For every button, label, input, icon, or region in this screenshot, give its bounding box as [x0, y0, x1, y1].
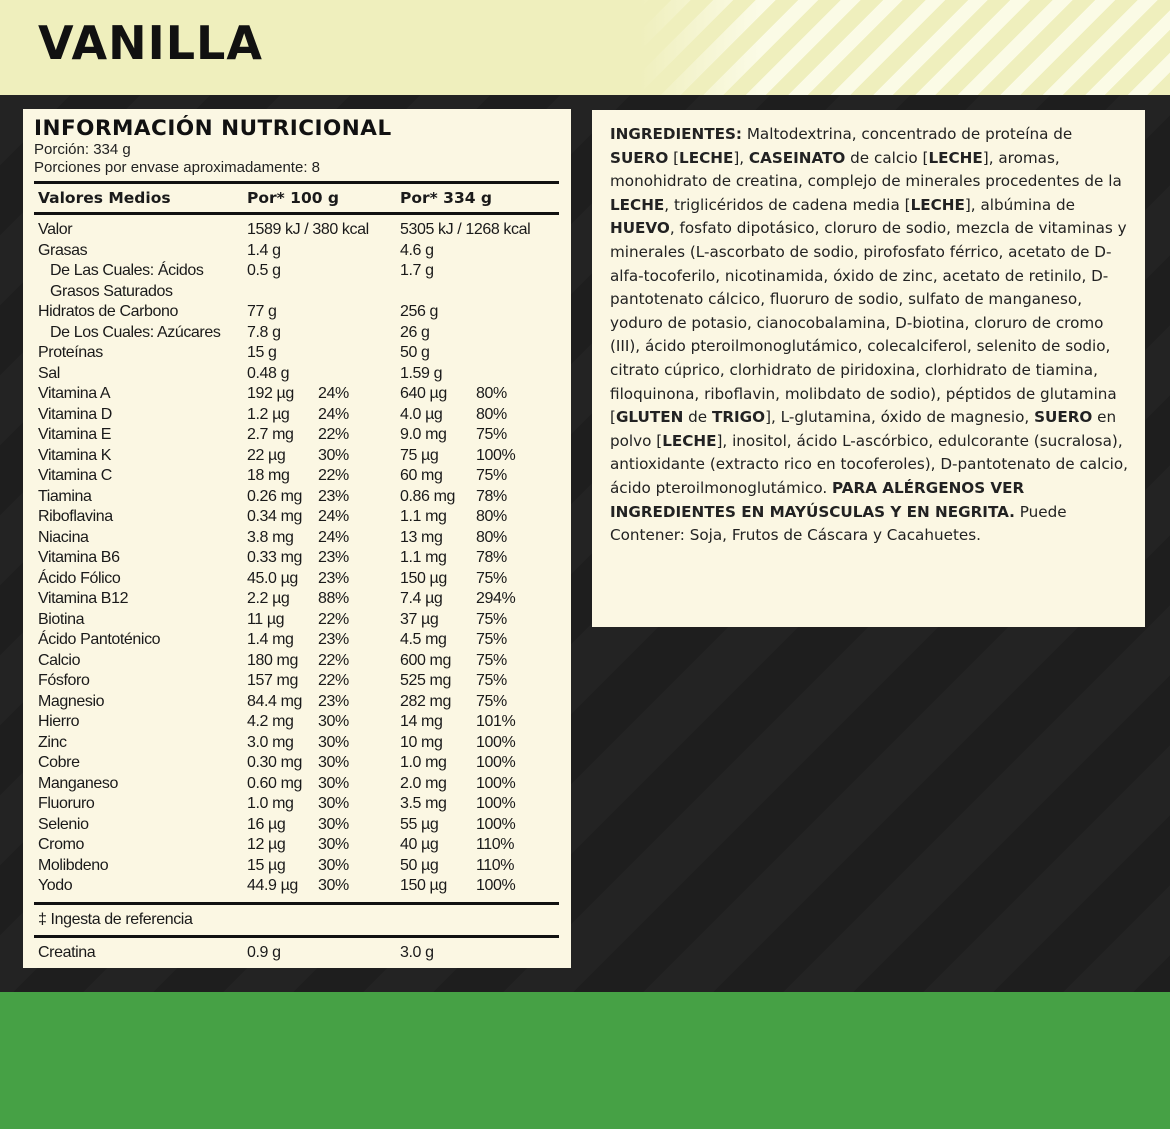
- ingredient-bold-segment: LECHE: [910, 195, 965, 214]
- value-per100: 77 g: [247, 303, 277, 320]
- ingredient-bold-segment: LECHE: [662, 431, 717, 450]
- value-per334: 55 µg: [400, 815, 439, 833]
- nutrient-name: Hidratos de Carbono: [38, 303, 179, 320]
- reference-note: ‡ Ingesta de referencia: [38, 910, 193, 928]
- nutrition-row: [34, 365, 559, 386]
- nutrition-row: [34, 529, 559, 550]
- percent-per334: 80%: [476, 405, 507, 423]
- ingredient-segment: , fosfato dipotásico, cloruro de sodio, mezcla de vitaminas y minerales (L-ascorbato de sodio, pirofosfato férrico, acetato de D-alfa-tocoferilo, nicotinamida, óxido de zinc, acetato de retinilo, D-pantotenato cálcico, fluoruro de sodio, sulfato de manganeso, yoduro de potasio, cianocobalamina, D-biotina, cloruro de cromo (III), ácido pteroilmonoglutámico, colecalciferol, selenito de sodio, citrato cúprico, clorhidrato de piridoxina, clorhidrato de tiamina, filoquinona, riboflavin, molibdato de sodio), péptidos de glutamina [: [610, 219, 1127, 427]
- ingredient-segment: ], albúmina de: [964, 195, 1075, 214]
- creatine-row: [34, 938, 559, 968]
- percent-per334: 75%: [476, 692, 507, 710]
- percent-per100: 23%: [318, 487, 349, 505]
- value-per334: 1.1 mg: [400, 549, 447, 566]
- value-per100: 2.7 mg: [247, 426, 294, 443]
- percent-per100: 30%: [318, 815, 349, 833]
- reference-note-row: [34, 905, 559, 935]
- ingredients-panel: [592, 110, 1145, 627]
- nutrient-name: Tiamina: [38, 487, 92, 505]
- value-per334: 282 mg: [400, 692, 451, 710]
- value-per334: 640 µg: [400, 385, 447, 402]
- nutrition-row: [34, 242, 559, 263]
- nutrition-row: [34, 611, 559, 632]
- nutrient-name: Yodo: [38, 877, 73, 894]
- nutrition-row: [34, 467, 559, 488]
- nutrition-row: [34, 857, 559, 878]
- nutrient-name: Cobre: [38, 754, 80, 771]
- nutrition-row: [34, 344, 559, 365]
- nutrition-row: [34, 549, 559, 570]
- nutrition-row: [34, 877, 559, 898]
- value-per334: 10 mg: [400, 733, 443, 751]
- nutrient-name: De Las Cuales: Ácidos: [50, 262, 204, 279]
- value-per100: 0.33 mg: [247, 549, 303, 566]
- ingredient-segment: ], aromas, monohidrato de creatina, complejo de minerales procedentes de la: [610, 148, 1122, 191]
- ingredient-bold-segment: TRIGO: [711, 408, 766, 427]
- nutrient-name: Vitamina B6: [38, 549, 120, 566]
- percent-per100: 30%: [318, 774, 349, 792]
- value-per100: 3.8 mg: [247, 528, 294, 546]
- value-per100: 7.8 g: [247, 323, 281, 341]
- percent-per334: 75%: [476, 610, 507, 628]
- value-per100: 0.30 mg: [247, 754, 303, 771]
- ingredient-segment: ],: [733, 148, 749, 167]
- creatine-per334: 3.0 g: [400, 943, 434, 961]
- value-per100: 1.4 g: [247, 241, 281, 259]
- value-per334: 4.5 mg: [400, 631, 447, 648]
- value-per334: 4.6 g: [400, 241, 434, 259]
- nutrition-row: [34, 385, 559, 406]
- percent-per100: 23%: [318, 692, 349, 710]
- value-per100: 0.5 g: [247, 262, 281, 279]
- nutrition-row: [34, 324, 559, 345]
- nutrition-row: [34, 713, 559, 734]
- nutrition-row: [34, 262, 559, 283]
- nutrient-name: Valor: [38, 221, 73, 238]
- nutrition-row: [34, 426, 559, 447]
- percent-per100: 22%: [318, 672, 349, 689]
- percent-per334: 75%: [476, 631, 507, 648]
- nutrient-name: De Los Cuales: Azúcares: [50, 323, 221, 341]
- value-per334: 13 mg: [400, 528, 443, 546]
- percent-per334: 75%: [476, 569, 507, 587]
- percent-per100: 30%: [318, 713, 349, 730]
- nutrition-row: [34, 672, 559, 693]
- percent-per100: 24%: [318, 528, 349, 546]
- creatine-name: Creatina: [38, 943, 96, 961]
- nutrient-name: Molibdeno: [38, 856, 109, 874]
- percent-per334: 100%: [476, 754, 516, 771]
- percent-per100: 22%: [318, 610, 349, 628]
- percent-per334: 78%: [476, 549, 507, 566]
- ingredient-bold-segment: INGREDIENTES:: [610, 125, 742, 143]
- value-per100: 1.0 mg: [247, 795, 294, 812]
- nutrient-name: Proteínas: [38, 344, 103, 361]
- value-per334: 7.4 µg: [400, 590, 443, 607]
- percent-per100: 30%: [318, 754, 349, 771]
- value-per100: 192 µg: [247, 385, 294, 402]
- nutrient-name: Ácido Pantoténico: [38, 631, 161, 648]
- value-per334: 2.0 mg: [400, 774, 447, 792]
- percent-per334: 80%: [476, 385, 507, 402]
- percent-per334: 100%: [476, 774, 516, 792]
- green-band: [0, 992, 1170, 1129]
- nutrient-name: Vitamina C: [38, 467, 112, 484]
- value-per100: 0.48 g: [247, 364, 290, 382]
- value-per334: 256 g: [400, 303, 439, 320]
- ingredient-segment: Maltodextrina, concentrado de proteína de: [742, 125, 1073, 143]
- nutrition-row: [34, 590, 559, 611]
- value-per100: 44.9 µg: [247, 877, 298, 894]
- ingredient-segment: , triglicéridos de cadena media [: [664, 195, 911, 214]
- percent-per100: 22%: [318, 426, 349, 443]
- value-per334: 60 mg: [400, 467, 443, 484]
- ingredient-segment: ], L-glutamina, óxido de magnesio,: [765, 408, 1035, 427]
- col-header-per100: Por* 100 g: [247, 189, 340, 207]
- percent-per334: 80%: [476, 508, 507, 525]
- percent-per334: 75%: [476, 672, 507, 689]
- value-per334: 150 µg: [400, 569, 447, 587]
- nutrient-name: Hierro: [38, 713, 80, 730]
- percent-per334: 110%: [476, 856, 515, 874]
- value-per334: 4.0 µg: [400, 405, 443, 423]
- percent-per100: 23%: [318, 549, 349, 566]
- value-per334: 525 mg: [400, 672, 451, 689]
- nutrient-name: Vitamina B12: [38, 590, 129, 607]
- value-per334: 14 mg: [400, 713, 443, 730]
- percent-per100: 30%: [318, 795, 349, 812]
- percent-per100: 23%: [318, 569, 349, 587]
- value-per100: 16 µg: [247, 815, 286, 833]
- percent-per100: 24%: [318, 405, 349, 423]
- value-per100: 15 µg: [247, 856, 286, 874]
- value-per334: 0.86 mg: [400, 487, 456, 505]
- ingredient-segment: en polvo [: [610, 408, 1117, 450]
- value-per334: 3.5 mg: [400, 795, 447, 812]
- nutrition-row: [34, 816, 559, 837]
- nutrient-name: Niacina: [38, 528, 89, 546]
- value-per334: 600 mg: [400, 651, 451, 669]
- percent-per334: 294%: [476, 590, 516, 607]
- percent-per334: 100%: [476, 733, 516, 751]
- value-per334: 1.0 mg: [400, 754, 447, 771]
- percent-per100: 30%: [318, 856, 349, 874]
- nutrient-name: Magnesio: [38, 692, 105, 710]
- value-per100: 1.4 mg: [247, 631, 294, 648]
- nutrient-name: Selenio: [38, 815, 89, 833]
- ingredient-bold-segment: GLUTEN: [615, 408, 684, 427]
- product-title: VANILLA: [38, 16, 263, 70]
- nutrition-row: [34, 283, 559, 304]
- value-per100: 84.4 mg: [247, 692, 303, 710]
- value-per334: 1.7 g: [400, 262, 434, 279]
- nutrient-name: Sal: [38, 364, 60, 382]
- percent-per334: 100%: [476, 877, 516, 894]
- percent-per334: 75%: [476, 651, 507, 669]
- percent-per100: 30%: [318, 446, 349, 464]
- value-per334: 37 µg: [400, 610, 439, 628]
- value-per334: 9.0 mg: [400, 426, 447, 443]
- percent-per100: 24%: [318, 385, 349, 402]
- percent-per334: 78%: [476, 487, 507, 505]
- percent-per100: 30%: [318, 733, 349, 751]
- nutrient-name: Ácido Fólico: [38, 569, 121, 587]
- header-fade: [640, 0, 760, 95]
- nutrient-name: Calcio: [38, 651, 81, 669]
- value-per100: 4.2 mg: [247, 713, 294, 730]
- value-per100: 22 µg: [247, 446, 286, 464]
- percent-per100: 30%: [318, 836, 349, 853]
- percent-per334: 80%: [476, 528, 507, 546]
- value-per334: 5305 kJ / 1268 kcal: [400, 221, 531, 238]
- value-per334: 1.59 g: [400, 364, 443, 382]
- value-per100: 157 mg: [247, 672, 298, 689]
- ingredient-bold-segment: HUEVO: [610, 219, 670, 238]
- servings-per-container: Porciones por envase aproximadamente: 8: [34, 159, 320, 176]
- nutrient-name: Vitamina E: [38, 426, 112, 443]
- ingredient-bold-segment: SUERO: [610, 148, 669, 167]
- nutrition-row: [34, 631, 559, 652]
- nutrition-row: [34, 734, 559, 755]
- value-per334: 26 g: [400, 323, 430, 341]
- nutrient-name: Vitamina A: [38, 385, 111, 402]
- nutrient-name: Fósforo: [38, 672, 90, 689]
- nutrition-rows: [34, 215, 559, 898]
- header-banner: [0, 0, 1170, 95]
- percent-per334: 101%: [476, 713, 516, 730]
- value-per334: 150 µg: [400, 877, 447, 894]
- ingredient-segment: [: [668, 148, 680, 167]
- percent-per334: 110%: [476, 836, 515, 853]
- nutrient-name: Riboflavina: [38, 508, 113, 525]
- creatine-per100: 0.9 g: [247, 943, 281, 961]
- nutrition-row: [34, 652, 559, 673]
- nutrient-name: Cromo: [38, 836, 85, 853]
- value-per100: 0.60 mg: [247, 774, 303, 792]
- nutrition-panel: [23, 109, 571, 968]
- value-per334: 1.1 mg: [400, 508, 447, 525]
- value-per334: 50 µg: [400, 856, 439, 874]
- ingredient-segment: de: [683, 408, 712, 427]
- serving-size: Porción: 334 g: [34, 141, 131, 158]
- nutrition-row: [34, 303, 559, 324]
- nutrition-row: [34, 406, 559, 427]
- nutrition-row: [34, 795, 559, 816]
- value-per100: 180 mg: [247, 651, 298, 669]
- percent-per334: 100%: [476, 795, 516, 812]
- ingredient-bold-segment: SUERO: [1034, 408, 1093, 427]
- value-per100: 18 mg: [247, 467, 290, 484]
- ingredient-bold-segment: LECHE: [679, 148, 734, 167]
- percent-per334: 75%: [476, 426, 507, 443]
- value-per334: 75 µg: [400, 446, 439, 464]
- nutrition-row: [34, 221, 559, 242]
- value-per100: 3.0 mg: [247, 733, 294, 751]
- ingredients-text: [610, 123, 1129, 548]
- value-per100: 45.0 µg: [247, 569, 298, 587]
- nutrient-name: Fluoruro: [38, 795, 95, 812]
- ingredient-bold-segment: PARA ALÉRGENOS VER INGREDIENTES EN MAYÚSCULAS Y EN NEGRITA.: [610, 478, 1025, 521]
- percent-per334: 100%: [476, 446, 516, 464]
- nutrition-row: [34, 447, 559, 468]
- nutrient-name: Grasos Saturados: [50, 282, 173, 300]
- nutrient-name: Zinc: [38, 733, 67, 751]
- ingredient-segment: ], inositol, ácido L-ascórbico, edulcorante (sucralosa), antioxidante (extracto rico en tocoferoles), D-pantotenato de calcio, ácido pteroilmonoglutámico.: [610, 431, 1129, 497]
- percent-per100: 23%: [318, 631, 349, 648]
- percent-per100: 30%: [318, 877, 349, 894]
- value-per100: 0.26 mg: [247, 487, 303, 505]
- percent-per100: 24%: [318, 508, 349, 525]
- value-per100: 1.2 µg: [247, 405, 290, 423]
- ingredient-segment: Puede Contener: Soja, Frutos de Cáscara y Cacahuetes.: [610, 502, 1067, 545]
- value-per100: 11 µg: [247, 610, 285, 628]
- nutrition-row: [34, 570, 559, 591]
- percent-per334: 100%: [476, 815, 516, 833]
- value-per100: 1589 kJ / 380 kcal: [247, 221, 369, 238]
- nutrient-name: Vitamina K: [38, 446, 112, 464]
- percent-per100: 88%: [318, 590, 349, 607]
- nutrient-name: Vitamina D: [38, 405, 112, 423]
- value-per100: 0.34 mg: [247, 508, 303, 525]
- nutrient-name: Biotina: [38, 610, 85, 628]
- value-per100: 2.2 µg: [247, 590, 290, 607]
- ingredient-bold-segment: LECHE: [610, 195, 665, 214]
- nutrition-row: [34, 508, 559, 529]
- percent-per100: 22%: [318, 651, 349, 669]
- ingredient-segment: de calcio [: [845, 148, 929, 167]
- nutrition-row: [34, 836, 559, 857]
- value-per100: 15 g: [247, 344, 277, 361]
- nutrition-title: INFORMACIÓN NUTRICIONAL: [34, 116, 392, 141]
- ingredient-bold-segment: LECHE: [928, 148, 983, 167]
- percent-per100: 22%: [318, 467, 349, 484]
- nutrient-name: Manganeso: [38, 774, 119, 792]
- value-per334: 40 µg: [400, 836, 439, 853]
- percent-per334: 75%: [476, 467, 507, 484]
- value-per334: 50 g: [400, 344, 430, 361]
- column-headers: [34, 184, 559, 212]
- value-per100: 12 µg: [247, 836, 286, 853]
- nutrition-row: [34, 754, 559, 775]
- nutrition-row: [34, 693, 559, 714]
- nutrition-row: [34, 775, 559, 796]
- ingredient-bold-segment: CASEINATO: [748, 148, 846, 167]
- col-header-per334: Por* 334 g: [400, 189, 493, 207]
- col-header-name: Valores Medios: [38, 189, 171, 207]
- nutrient-name: Grasas: [38, 241, 88, 259]
- nutrition-row: [34, 488, 559, 509]
